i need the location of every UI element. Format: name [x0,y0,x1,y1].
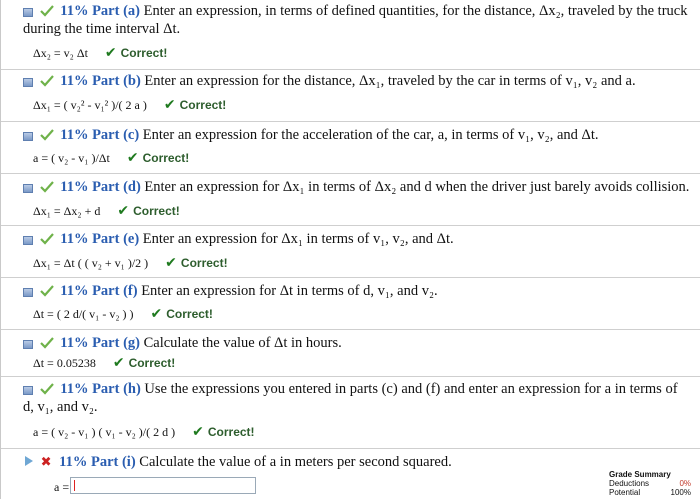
part-label: 11% Part (f) [60,283,138,299]
deductions-value: 0% [679,479,691,488]
part-b-question [23,72,636,90]
part-d-question [23,178,689,196]
page-icon[interactable] [23,78,33,87]
question-text: Enter an expression for Δt in terms of d, v₁, and v₂. [141,283,438,299]
status-text: Correct! [180,256,228,270]
part-c-question [23,126,599,144]
page-icon[interactable] [23,236,33,245]
checkmark-icon: ✔ [163,96,176,112]
question-text: Enter an expression for the acceleration of the car, a, in terms of v₁, v₂, and Δt. [142,127,599,143]
answer-expression: Δt = ( 2 d/( v₁ - v₂ ) ) [33,307,134,321]
part-label: 11% Part (c) [60,127,140,143]
expand-triangle-icon[interactable] [25,456,33,466]
part-a [1,0,700,70]
check-icon [40,383,54,395]
check-icon [40,337,54,349]
checkmark-icon: ✔ [126,149,139,165]
part-c-answer [33,149,189,166]
checkmark-icon: ✔ [165,254,177,270]
question-text: Calculate the value of a in meters per second squared. [139,454,452,470]
part-g-question [23,334,342,352]
status-text: Correct! [120,46,168,60]
part-e [1,226,700,278]
part-h [1,377,700,449]
status-text: Correct! [142,151,190,165]
check-icon [40,5,54,17]
answer-expression: Δx₁ = Δx₂ + d [33,204,101,218]
page-icon[interactable] [23,386,33,395]
part-label: 11% Part (g) [60,335,140,351]
part-f-answer [33,305,213,322]
check-icon [40,233,54,245]
grade-summary-title: Grade Summary [609,470,671,479]
part-g [1,330,700,377]
page-icon[interactable] [23,288,33,297]
part-label: 11% Part (e) [60,231,140,247]
answer-expression: a = ( v₂ - v₁ )/Δt [33,151,110,165]
check-icon [40,285,54,297]
text-cursor [74,480,75,491]
part-label: 11% Part (b) [60,73,141,89]
part-d-answer [33,202,180,219]
checkmark-icon: ✔ [150,305,163,321]
check-icon [40,181,54,193]
question-text: Enter an expression for the distance, Δx₁, traveled by the car in terms of v₁, v₂ and a. [144,73,636,89]
status-text: Correct! [133,204,180,218]
answer-input[interactable] [70,477,256,494]
question-text: Enter an expression, in terms of defined quantities, for the distance, Δx₂, traveled by the truck during the time interval Δt. [23,3,688,37]
part-g-answer [33,354,175,371]
question-text: Enter an expression for Δx₁ in terms of Δx₂ and d when the driver just barely avoids collision. [144,179,690,195]
status-text: Correct! [179,98,227,112]
checkmark-icon: ✔ [117,202,130,218]
part-h-question [23,380,685,416]
part-b-answer [33,96,226,113]
part-f-question [23,282,438,300]
deductions-label: Deductions [609,479,650,488]
question-text: Enter an expression for Δx₁ in terms of v₁, v₂, and Δt. [142,231,454,247]
page-icon[interactable] [23,340,33,349]
question-text: Calculate the value of Δt in hours. [143,335,342,351]
potential-label: Potential [609,488,641,497]
part-e-answer [33,254,228,271]
part-i-question [25,453,452,472]
part-a-question [23,2,691,38]
status-text: Correct! [166,307,213,321]
page-icon[interactable] [23,184,33,193]
answer-expression: Δt = 0.05238 [33,356,96,370]
check-icon [40,75,54,87]
checkmark-icon: ✔ [112,354,125,370]
checkmark-icon: ✔ [104,44,117,60]
potential-value: 100% [670,488,691,497]
part-label: 11% Part (d) [60,179,141,195]
answer-expression: Δx₁ = ( v₂² - v₁² )/( 2 a ) [33,98,147,112]
page-icon[interactable] [23,132,33,141]
part-e-question [23,230,454,248]
cross-icon: ✖ [40,455,52,470]
part-b [1,70,700,122]
part-c [1,122,700,174]
check-icon [40,129,54,141]
answer-expression: Δx₂ = v₂ Δt [33,46,88,60]
question-text: Use the expressions you entered in parts (c) and (f) and enter an expression for a in terms of d, v₁, and v₂. [23,381,678,415]
part-h-answer [33,423,255,440]
status-text: Correct! [128,356,176,370]
part-f [1,278,700,330]
part-a-answer [33,44,167,61]
status-text: Correct! [207,425,255,439]
answer-expression: Δx₁ = Δt ( ( v₂ + v₁ )/2 ) [33,256,149,270]
answer-input-label: a = [54,480,70,494]
part-label: 11% Part (a) [60,3,140,19]
part-label: 11% Part (h) [60,381,141,397]
part-d [1,174,700,226]
part-label: 11% Part (i) [59,454,136,470]
answer-expression: a = ( v₂ - v₁ ) ( v₁ - v₂ )/( 2 d ) [33,425,176,439]
page-icon[interactable] [23,8,33,17]
grade-summary [609,470,691,497]
checkmark-icon: ✔ [192,423,204,439]
